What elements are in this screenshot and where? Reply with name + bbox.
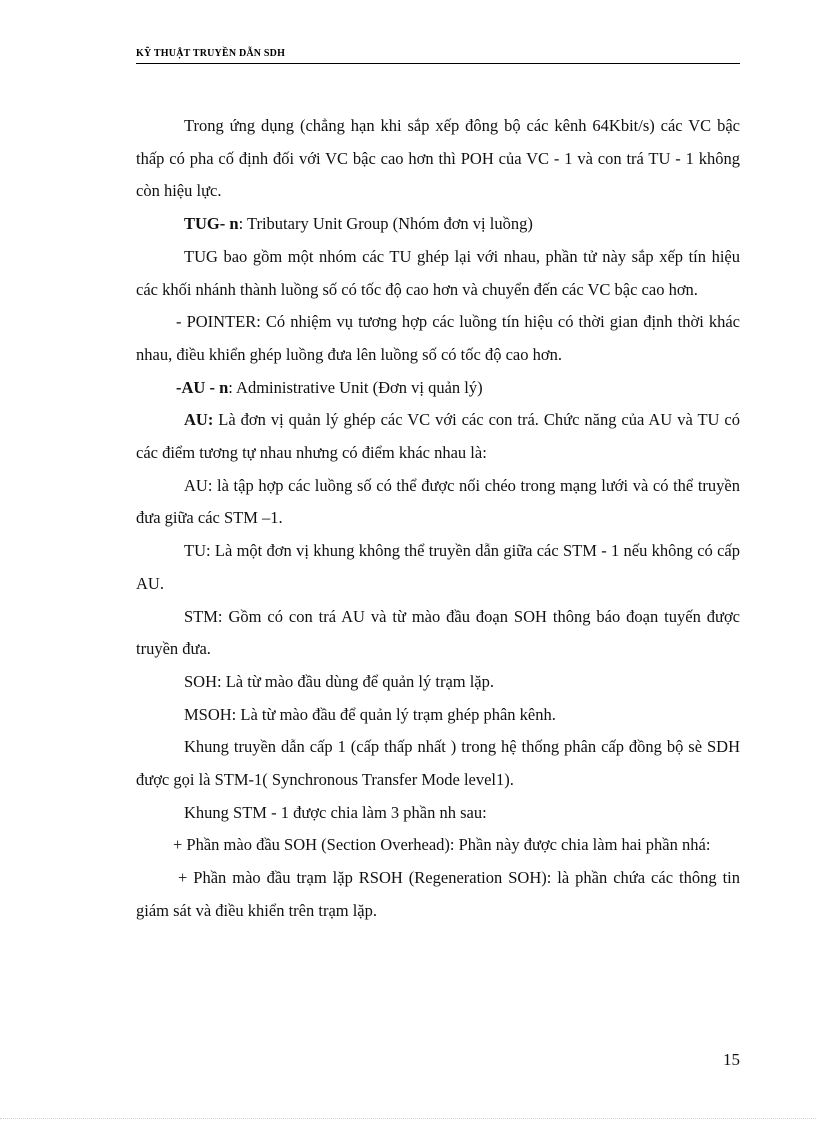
paragraph-text: Khung STM - 1 được chia làm 3 phần nh sau: (184, 802, 487, 822)
running-header: KỸ THUẬT TRUYỀN DẪN SDH (136, 48, 740, 64)
paragraph-text: - POINTER: Có nhiệm vụ tương hợp các luồng tín hiệu có thời gian định thời khác nhau, điều khiển ghép luồng đưa lên luồng số có tốc độ cao hơn. (136, 312, 740, 364)
paragraph-text: + Phần mào đầu SOH (Section Overhead): Phần này được chia làm hai phần nhá: (173, 835, 711, 855)
paragraph-vc-phase (136, 110, 740, 208)
paragraph-text: STM: Gồm có con trá AU và từ mào đầu đoạn SOH thông báo đoạn tuyến được truyền đưa. (136, 606, 740, 659)
paragraph-stm1-parts (136, 797, 740, 830)
term-label: TUG- n (184, 214, 239, 234)
paragraph-text: : Administrative Unit (Đơn vị quản lý) (228, 377, 483, 397)
paragraph-au-detail (136, 470, 740, 535)
paragraph-text: + Phần mào đầu trạm lặp RSOH (Regeneration SOH): là phần chứa các thông tin giám sát và điều khiển trên trạm lặp. (136, 868, 740, 920)
paragraph-stm-detail (136, 601, 740, 666)
page-number: 15 (723, 1050, 740, 1069)
paragraph-tug-description (136, 241, 740, 306)
paragraph-text: TUG bao gồm một nhóm các TU ghép lại với nhau, phần tử này sắp xếp tín hiệu các khối nhánh thành luồng số có tốc độ cao hơn và chuyển đến các VC bậc cao hơn. (136, 246, 740, 299)
paragraph-text: MSOH: Là từ mào đầu để quản lý trạm ghép phân kênh. (184, 704, 556, 724)
page-bottom-divider (0, 1118, 816, 1119)
paragraph-text: : Tributary Unit Group (Nhóm đơn vị luồng) (238, 214, 533, 234)
paragraph-text: AU: là tập hợp các luồng số có thể được nối chéo trong mạng lưới và có thể truyền đưa giữa các STM –1. (136, 475, 740, 528)
paragraph-au-function (136, 404, 740, 469)
paragraph-text: SOH: Là từ mào đầu dùng để quản lý trạm lặp. (184, 671, 495, 691)
term-label: AU: (184, 410, 214, 430)
paragraph-soh-part (136, 829, 740, 862)
paragraph-text: Trong ứng dụng (chẳng hạn khi sắp xếp đông bộ các kênh 64Kbit/s) các VC bậc thấp có pha cố định đối với VC bậc cao hơn thì POH của VC - 1 và con trá TU - 1 không còn hiệu lực. (136, 116, 740, 201)
paragraph-stm1-frame (136, 731, 740, 796)
body-text (136, 110, 740, 928)
paragraph-text: Là đơn vị quản lý ghép các VC với các con trá. Chức năng của AU và TU có các điểm tương tự nhau nhưng có điểm khác nhau là: (136, 410, 740, 463)
paragraph-tu-detail (136, 535, 740, 600)
paragraph-soh-detail (136, 666, 740, 699)
paragraph-text: Khung truyền dẫn cấp 1 (cấp thấp nhất ) trong hệ thống phân cấp đồng bộ sè SDH được gọi là STM-1( Synchronous Transfer Mode level1). (136, 737, 740, 790)
paragraph-pointer (136, 306, 740, 371)
term-label: -AU - n (176, 377, 229, 397)
paragraph-au-definition (136, 372, 740, 405)
paragraph-text: TU: Là một đơn vị khung không thể truyền dẫn giữa các STM - 1 nếu không có cấp AU. (136, 541, 740, 593)
paragraph-msoh-detail (136, 699, 740, 732)
paragraph-rsoh-part (136, 862, 740, 927)
paragraph-tug-definition (136, 208, 740, 241)
